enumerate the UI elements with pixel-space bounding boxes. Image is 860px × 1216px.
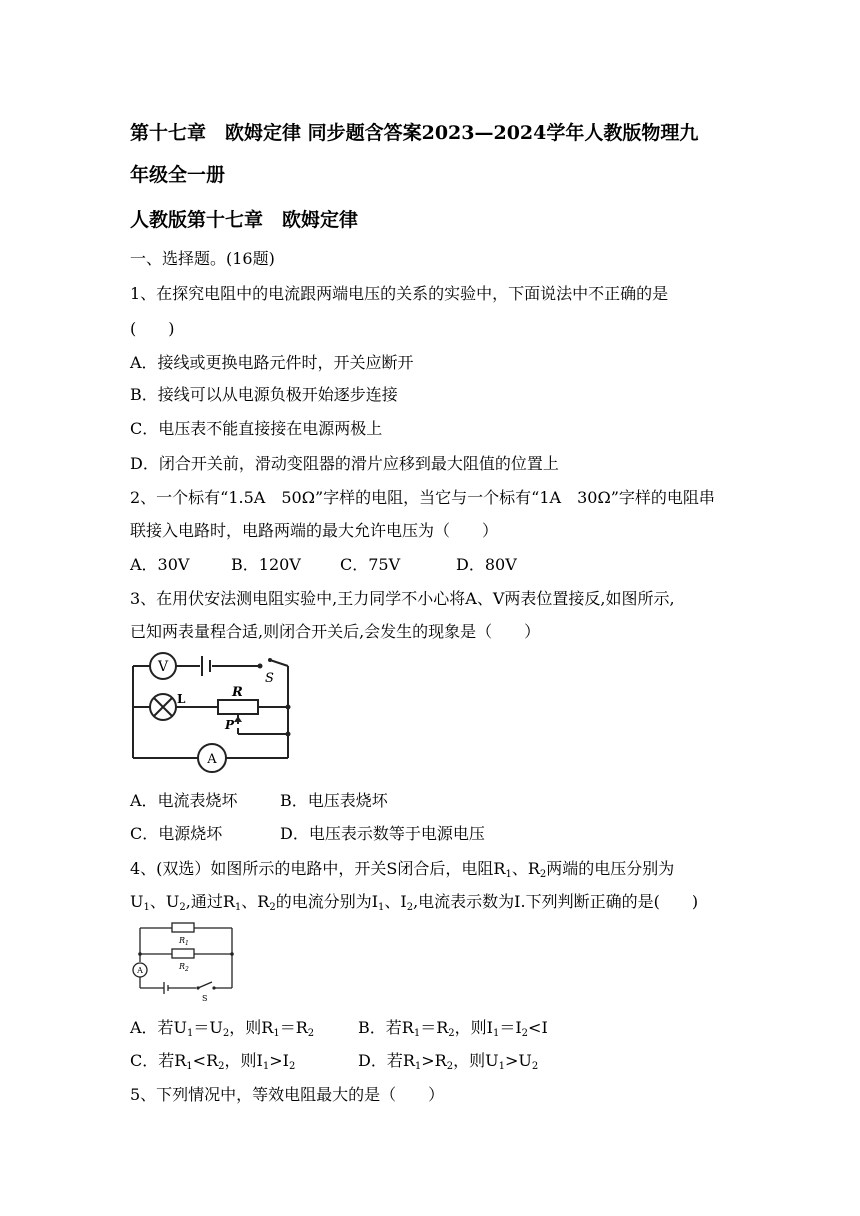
q2-option-b: B．120V <box>231 555 301 574</box>
q5-stem: 5、下列情况中，等效电阻最大的是（ ） <box>130 1085 445 1104</box>
q3-option-d: D．电压表示数等于电源电压 <box>280 824 485 843</box>
doc-title-line1: 第十七章 欧姆定律 同步题含答案2023—2024学年人教版物理九 <box>130 122 699 144</box>
q3-fig-s-label: S <box>265 671 274 686</box>
q1-option-d: D．闭合开关前，滑动变阻器的滑片应移到最大阻值的位置上 <box>130 454 559 473</box>
q2-stem-line2: 联接入电路时，电路两端的最大允许电压为（ ） <box>130 521 499 540</box>
q4-option-a: A．若$U_1=U_2$，则$R_1=R_2$ <box>130 1018 315 1039</box>
q1-option-a: A．接线或更换电路元件时，开关应断开 <box>130 353 414 372</box>
doc-subtitle: 人教版第十七章 欧姆定律 <box>130 209 359 231</box>
q3-stem-line2: 已知两表量程合适,则闭合开关后,会发生的现象是（ ） <box>130 622 541 641</box>
q4-fig-r1-label: $R_1$ <box>179 936 189 947</box>
q2-option-a: A．30V <box>130 555 190 574</box>
q4-option-d: D．若$R_1>R_2$，则$U_1>U_2$ <box>358 1051 539 1072</box>
q4-option-b: B．若$R_1=R_2$，则$I_1=I_2<I$ <box>358 1018 548 1039</box>
q4-fig-s-label: S <box>202 994 208 1002</box>
q1-paren: ( ) <box>130 319 175 338</box>
q1-stem: 1、在探究电阻中的电流跟两端电压的关系的实验中，下面说法中不正确的是 <box>130 284 669 303</box>
q3-fig-r-label: R <box>232 685 243 700</box>
q2-option-c: C．75V <box>340 555 401 574</box>
q4-circuit-diagram <box>126 916 238 1002</box>
q3-option-c: C．电源烧坏 <box>130 824 223 843</box>
q3-stem-line1: 3、在用伏安法测电阻实验中,王力同学不小心将A、V两表位置接反,如图所示, <box>130 589 675 608</box>
q3-fig-p-label: P <box>225 718 235 732</box>
q3-option-a: A．电流表烧坏 <box>130 791 238 810</box>
q2-option-d: D．80V <box>456 555 517 574</box>
q4-stem-line1: 4、(双选）如图所示的电路中，开关S闭合后，电阻$R_1$、$R_2$两端的电压分别为 <box>130 859 675 880</box>
q3-option-b: B．电压表烧坏 <box>280 791 388 810</box>
doc-title-line2: 年级全一册 <box>130 164 226 186</box>
section-heading: 一、选择题。(16题) <box>130 249 275 268</box>
q3-fig-l-label: L <box>177 692 186 706</box>
q3-fig-a-label: A <box>207 752 217 767</box>
q3-circuit-diagram <box>128 648 298 778</box>
q4-fig-a-label: A <box>137 966 143 975</box>
q4-fig-r2-label: $R_2$ <box>179 962 189 973</box>
q3-fig-v-label: V <box>157 659 169 675</box>
q1-option-b: B．接线可以从电源负极开始逐步连接 <box>130 385 398 404</box>
q2-stem-line1: 2、一个标有“1.5A 50Ω”字样的电阻，当它与一个标有“1A 30Ω”字样的电阻串 <box>130 488 715 507</box>
q1-option-c: C．电压表不能直接接在电源两极上 <box>130 419 383 438</box>
q4-stem-line2: $U_1$、$U_2$,通过$R_1$、$R_2$的电流分别为$I_1$、$I_2$,电流表示数为I.下列判断正确的是( ) <box>130 892 699 913</box>
q4-option-c: C．若$R_1<R_2$，则$I_1>I_2$ <box>130 1051 296 1072</box>
